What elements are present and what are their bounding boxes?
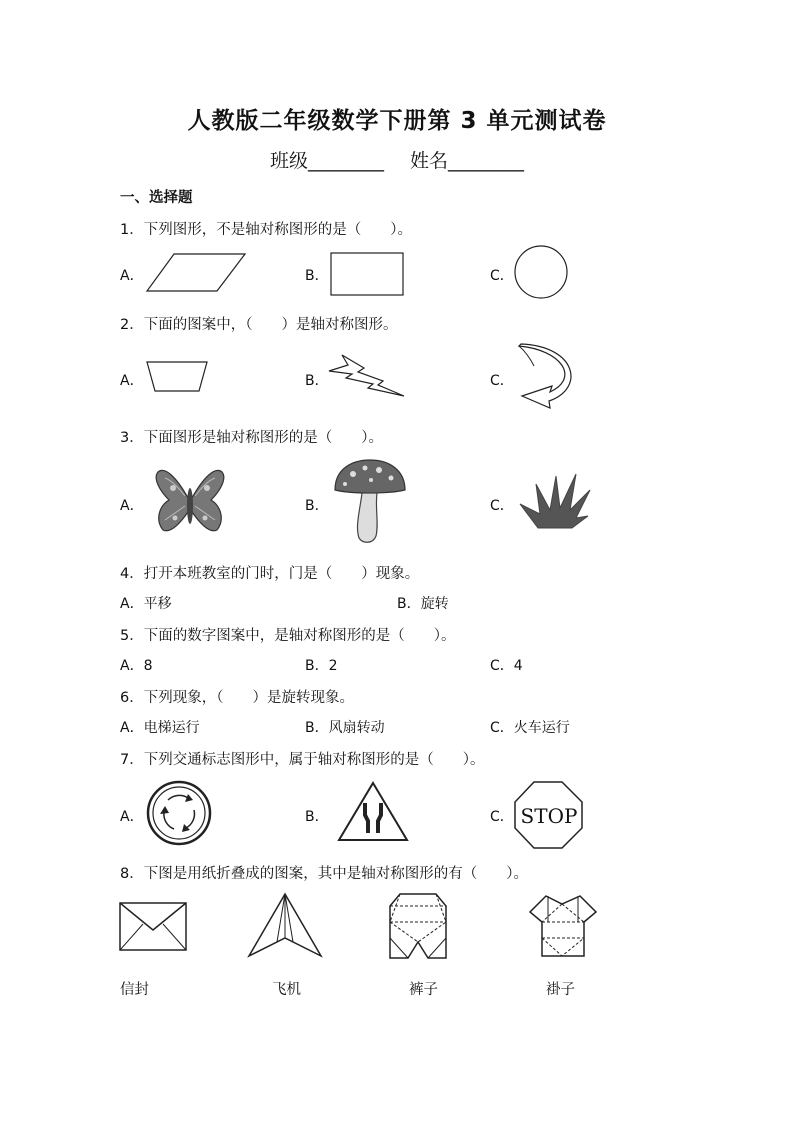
q4-option-a[interactable]: A．平移: [120, 596, 172, 612]
section-heading: 一、选择题: [120, 190, 193, 206]
q4-option-b[interactable]: B．旋转: [397, 596, 449, 612]
student-info: [0, 146, 794, 173]
q2-option-a[interactable]: A．: [120, 373, 144, 389]
q3-option-a[interactable]: A．: [120, 498, 144, 514]
q2-option-b[interactable]: B．: [305, 373, 329, 389]
q5-option-b[interactable]: B．2: [305, 658, 338, 674]
q1-option-c[interactable]: C．: [490, 268, 514, 284]
caption-envelope: 信封: [120, 982, 149, 998]
question-3: 3．下面图形是轴对称图形的是（ ）。: [120, 430, 383, 446]
class-field[interactable]: 班级________: [269, 150, 384, 172]
pants-icon: [388, 892, 448, 960]
lightning-bolt-icon: [328, 354, 408, 400]
paper-plane-icon: [247, 892, 323, 958]
parallelogram-icon: [146, 253, 246, 293]
caption-plane: 飞机: [272, 982, 301, 998]
q6-option-a[interactable]: A．电梯运行: [120, 720, 200, 736]
page-title: 人教版二年级数学下册第 3 单元测试卷: [187, 108, 607, 134]
question-1: 1．下列图形，不是轴对称图形的是（ ）。: [120, 222, 412, 238]
q2-option-c[interactable]: C．: [490, 373, 514, 389]
question-6: 6．下列现象，（ ）是旋转现象。: [120, 690, 354, 706]
q3-option-c[interactable]: C．: [490, 498, 514, 514]
road-narrows-sign-icon: [338, 781, 410, 843]
rectangle-icon: [330, 252, 404, 296]
caption-pants: 裤子: [409, 982, 438, 998]
name-field[interactable]: 姓名________: [410, 150, 525, 172]
stop-sign-text: STOP: [520, 804, 578, 828]
circle-icon: [514, 244, 570, 300]
q7-option-c[interactable]: C．: [490, 809, 514, 825]
trapezoid-icon: [146, 361, 210, 393]
butterfly-icon: [153, 468, 227, 536]
mushroom-icon: [333, 460, 407, 544]
q5-option-a[interactable]: A．8: [120, 658, 153, 674]
question-5: 5．下面的数字图案中，是轴对称图形的是（ ）。: [120, 628, 456, 644]
q1-option-b[interactable]: B．: [305, 268, 329, 284]
q6-option-b[interactable]: B．风扇转动: [305, 720, 385, 736]
q7-option-b[interactable]: B．: [305, 809, 329, 825]
q6-option-c[interactable]: C．火车运行: [490, 720, 570, 736]
roundabout-sign-icon: [146, 780, 214, 848]
curved-arrow-icon: [512, 344, 574, 410]
question-2: 2．下面的图案中，（ ）是轴对称图形。: [120, 317, 398, 333]
q5-option-c[interactable]: C．4: [490, 658, 523, 674]
stop-sign-icon: [514, 781, 584, 849]
q7-option-a[interactable]: A．: [120, 809, 144, 825]
caption-jacket: 褂子: [546, 982, 575, 998]
grass-icon: [518, 470, 592, 530]
jacket-icon: [528, 892, 598, 960]
question-4: 4．打开本班教室的门时，门是（ ）现象。: [120, 566, 420, 582]
question-7: 7．下列交通标志图形中，属于轴对称图形的是（ ）。: [120, 752, 485, 768]
q1-option-a[interactable]: A．: [120, 268, 144, 284]
question-8: 8．下图是用纸折叠成的图案，其中是轴对称图形的有（ ）。: [120, 866, 528, 882]
q3-option-b[interactable]: B．: [305, 498, 329, 514]
envelope-icon: [119, 902, 187, 952]
